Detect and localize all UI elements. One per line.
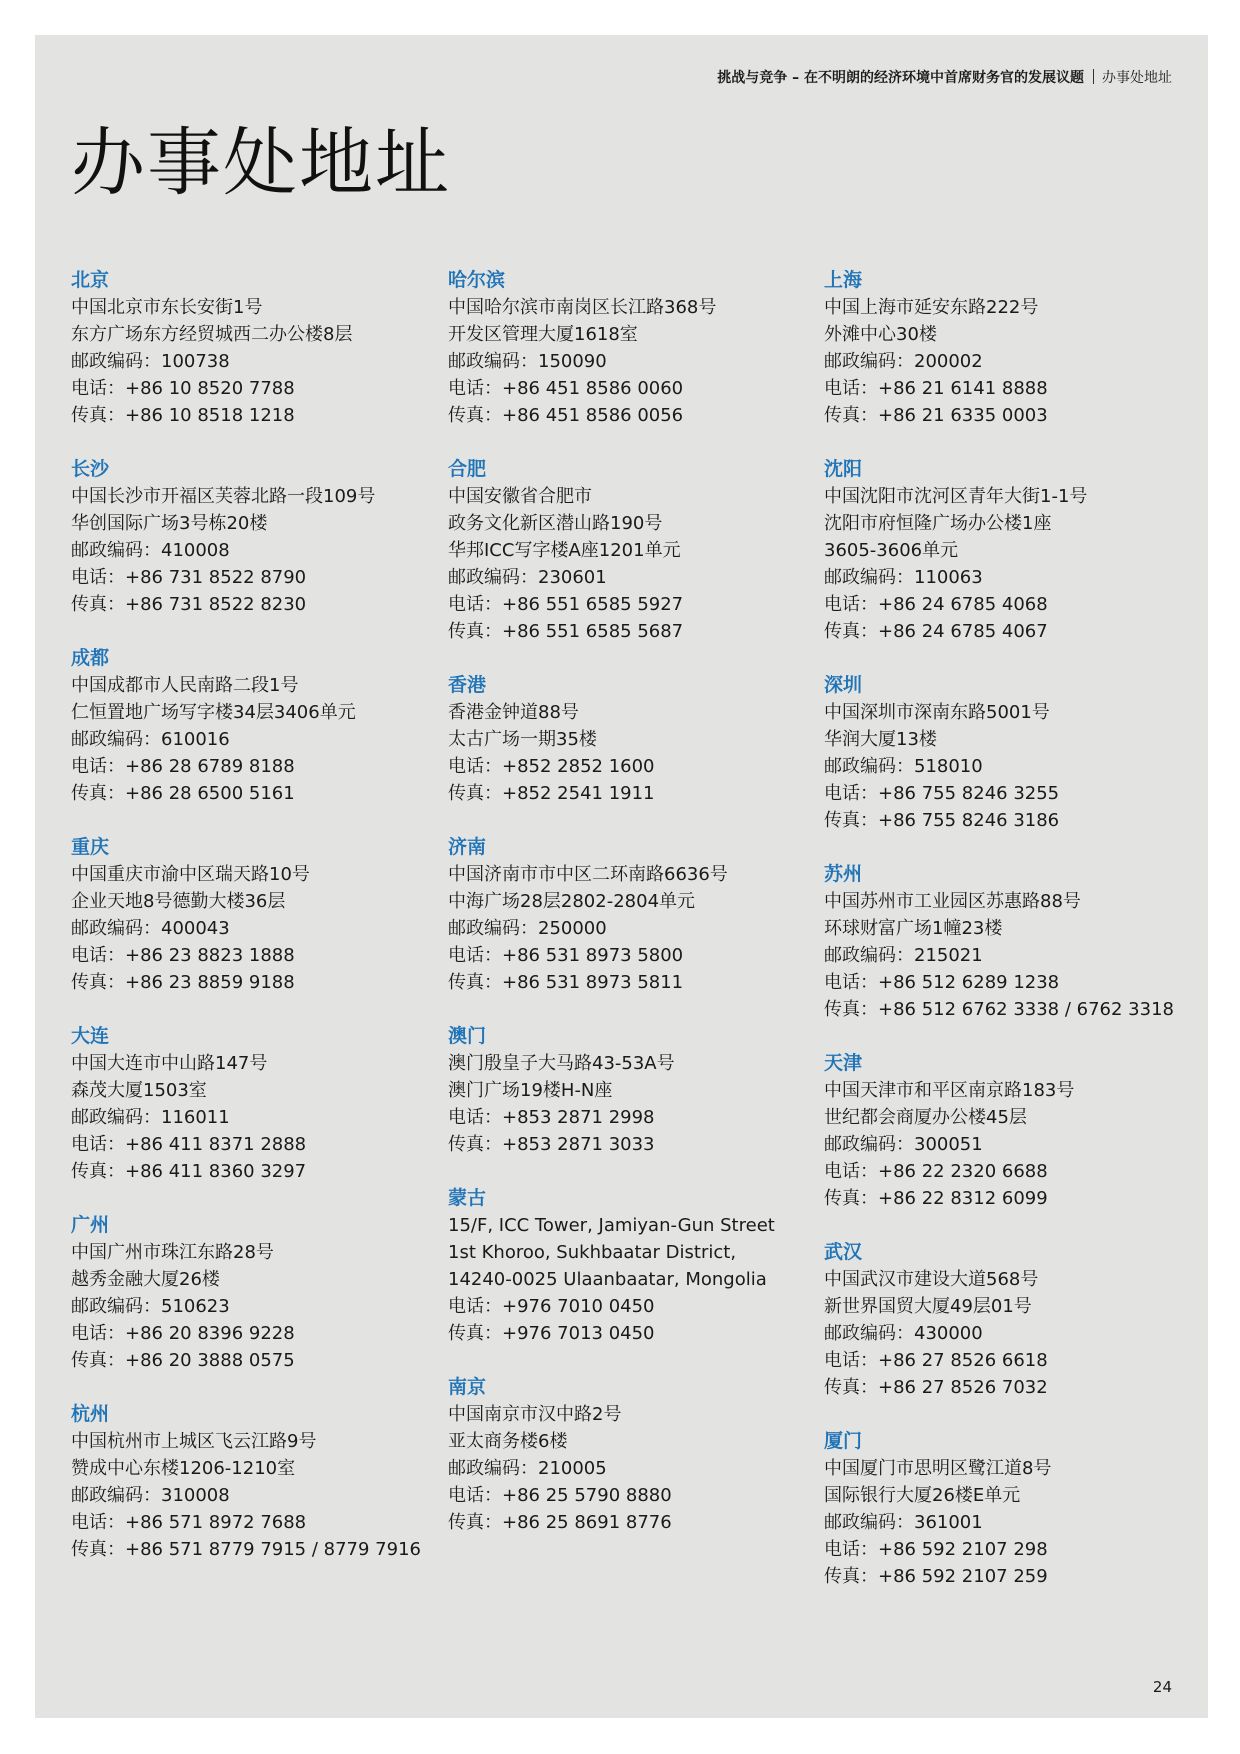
office-address-line: 电话：+86 20 8396 9228 bbox=[71, 1323, 295, 1344]
office-address-line: 3605-3606单元 bbox=[824, 540, 959, 561]
office-address-line: 中国深圳市深南东路5001号 bbox=[824, 702, 1050, 723]
office-city: 杭州 bbox=[71, 1403, 110, 1425]
office-address-line: 中国大连市中山路147号 bbox=[71, 1053, 268, 1074]
office-city: 成都 bbox=[71, 647, 110, 669]
office-block bbox=[448, 1374, 788, 1536]
office-block bbox=[824, 1239, 1164, 1401]
office-address-line: 中国长沙市开福区芙蓉北路一段109号 bbox=[71, 486, 376, 507]
office-address-line: 中国安徽省合肥市 bbox=[448, 486, 592, 507]
office-address-line: 中国北京市东长安街1号 bbox=[71, 297, 263, 318]
office-column-3 bbox=[824, 267, 1174, 1617]
office-city: 天津 bbox=[824, 1052, 863, 1074]
office-address-line: 澳门广场19楼H-N座 bbox=[448, 1080, 613, 1101]
office-city: 厦门 bbox=[824, 1430, 863, 1452]
office-address-line: 中国济南市市中区二环南路6636号 bbox=[448, 864, 728, 885]
office-column-1 bbox=[71, 267, 421, 1590]
office-address-line: 电话：+976 7010 0450 bbox=[448, 1296, 655, 1317]
office-address-line: 香港金钟道88号 bbox=[448, 702, 579, 723]
office-block bbox=[71, 1212, 411, 1374]
office-block bbox=[824, 672, 1164, 834]
page-number: 24 bbox=[1152, 1678, 1172, 1696]
office-address-line: 中国武汉市建设大道568号 bbox=[824, 1269, 1039, 1290]
office-address-line: 邮政编码：410008 bbox=[71, 540, 230, 561]
office-address-line: 传真：+86 24 6785 4067 bbox=[824, 621, 1048, 642]
office-address-line: 传真：+86 20 3888 0575 bbox=[71, 1350, 295, 1371]
office-city: 济南 bbox=[448, 836, 487, 858]
office-address-line: 国际银行大厦26楼E单元 bbox=[824, 1485, 1021, 1506]
office-block bbox=[448, 834, 788, 996]
office-address-line: 新世界国贸大厦49层01号 bbox=[824, 1296, 1032, 1317]
office-address-line: 传真：+86 27 8526 7032 bbox=[824, 1377, 1048, 1398]
office-address-line: 15/F, ICC Tower, Jamiyan-Gun Street bbox=[448, 1215, 775, 1236]
office-address-line: 传真：+86 28 6500 5161 bbox=[71, 783, 295, 804]
office-block bbox=[824, 456, 1164, 645]
office-address-line: 传真：+86 25 8691 8776 bbox=[448, 1512, 672, 1533]
office-address-line: 环球财富广场1幢23楼 bbox=[824, 918, 1003, 939]
office-address-line: 电话：+86 411 8371 2888 bbox=[71, 1134, 307, 1155]
page-panel bbox=[35, 35, 1208, 1718]
office-address-line: 中国哈尔滨市南岗区长江路368号 bbox=[448, 297, 717, 318]
office-city: 北京 bbox=[71, 269, 110, 291]
office-address-line: 传真：+86 551 6585 5687 bbox=[448, 621, 684, 642]
office-city: 深圳 bbox=[824, 674, 863, 696]
office-address-line: 企业天地8号德勤大楼36层 bbox=[71, 891, 286, 912]
office-address-line: 电话：+86 24 6785 4068 bbox=[824, 594, 1048, 615]
office-block bbox=[824, 267, 1164, 429]
office-address-line: 电话：+86 592 2107 298 bbox=[824, 1539, 1048, 1560]
office-address-line: 电话：+86 731 8522 8790 bbox=[71, 567, 307, 588]
office-address-line: 邮政编码：200002 bbox=[824, 351, 983, 372]
office-address-line: 华润大厦13楼 bbox=[824, 729, 937, 750]
office-address-line: 传真：+86 512 6762 3338 / 6762 3318 bbox=[824, 999, 1174, 1020]
office-address-line: 电话：+86 25 5790 8880 bbox=[448, 1485, 672, 1506]
office-address-line: 传真：+86 10 8518 1218 bbox=[71, 405, 295, 426]
office-address-line: 邮政编码：150090 bbox=[448, 351, 607, 372]
office-address-line: 中国厦门市思明区鹭江道8号 bbox=[824, 1458, 1052, 1479]
office-address-line: 邮政编码：230601 bbox=[448, 567, 607, 588]
office-address-line: 传真：+86 531 8973 5811 bbox=[448, 972, 684, 993]
office-address-line: 华创国际广场3号栋20楼 bbox=[71, 513, 268, 534]
office-address-line: 传真：+86 592 2107 259 bbox=[824, 1566, 1048, 1587]
office-city: 苏州 bbox=[824, 863, 863, 885]
office-address-line: 仁恒置地广场写字楼34层3406单元 bbox=[71, 702, 356, 723]
office-address-line: 邮政编码：110063 bbox=[824, 567, 983, 588]
office-city: 哈尔滨 bbox=[448, 269, 506, 291]
office-city: 广州 bbox=[71, 1214, 110, 1236]
office-block bbox=[448, 267, 788, 429]
office-address-line: 邮政编码：518010 bbox=[824, 756, 983, 777]
office-address-line: 电话：+853 2871 2998 bbox=[448, 1107, 655, 1128]
office-address-line: 邮政编码：210005 bbox=[448, 1458, 607, 1479]
office-address-line: 开发区管理大厦1618室 bbox=[448, 324, 638, 345]
office-address-line: 邮政编码：116011 bbox=[71, 1107, 230, 1128]
office-address-line: 邮政编码：430000 bbox=[824, 1323, 983, 1344]
office-city: 南京 bbox=[448, 1376, 487, 1398]
office-address-line: 东方广场东方经贸城西二办公楼8层 bbox=[71, 324, 353, 345]
office-city: 长沙 bbox=[71, 458, 110, 480]
office-address-line: 传真：+86 22 8312 6099 bbox=[824, 1188, 1048, 1209]
office-address-line: 邮政编码：300051 bbox=[824, 1134, 983, 1155]
office-address-line: 亚太商务楼6楼 bbox=[448, 1431, 568, 1452]
office-address-line: 邮政编码：361001 bbox=[824, 1512, 983, 1533]
office-address-line: 电话：+86 755 8246 3255 bbox=[824, 783, 1060, 804]
office-address-line: 电话：+86 531 8973 5800 bbox=[448, 945, 684, 966]
office-address-line: 中国重庆市渝中区瑞天路10号 bbox=[71, 864, 310, 885]
office-address-line: 电话：+86 10 8520 7788 bbox=[71, 378, 295, 399]
office-city: 香港 bbox=[448, 674, 487, 696]
office-address-line: 14240-0025 Ulaanbaatar, Mongolia bbox=[448, 1269, 767, 1290]
office-address-line: 华邦ICC写字楼A座1201单元 bbox=[448, 540, 681, 561]
office-address-line: 传真：+86 451 8586 0056 bbox=[448, 405, 684, 426]
office-address-line: 邮政编码：215021 bbox=[824, 945, 983, 966]
office-city: 沈阳 bbox=[824, 458, 863, 480]
office-block bbox=[71, 834, 411, 996]
office-address-line: 中海广场28层2802-2804单元 bbox=[448, 891, 696, 912]
office-address-line: 传真：+86 23 8859 9188 bbox=[71, 972, 295, 993]
office-address-line: 太古广场一期35楼 bbox=[448, 729, 597, 750]
office-address-line: 电话：+86 512 6289 1238 bbox=[824, 972, 1060, 993]
office-address-line: 邮政编码：250000 bbox=[448, 918, 607, 939]
office-address-line: 中国杭州市上城区飞云江路9号 bbox=[71, 1431, 317, 1452]
office-address-line: 政务文化新区潜山路190号 bbox=[448, 513, 663, 534]
page-title: 办事处地址 bbox=[71, 120, 451, 206]
office-address-line: 中国苏州市工业园区苏惠路88号 bbox=[824, 891, 1081, 912]
office-column-2 bbox=[448, 267, 788, 1563]
office-address-line: 森茂大厦1503室 bbox=[71, 1080, 207, 1101]
office-address-line: 传真：+86 21 6335 0003 bbox=[824, 405, 1048, 426]
header-section: 办事处地址 bbox=[1102, 70, 1172, 86]
office-address-line: 中国广州市珠江东路28号 bbox=[71, 1242, 274, 1263]
office-city: 蒙古 bbox=[448, 1187, 487, 1209]
office-block bbox=[824, 1050, 1164, 1212]
office-address-line: 越秀金融大厦26楼 bbox=[71, 1269, 220, 1290]
office-block bbox=[448, 456, 788, 645]
office-city: 合肥 bbox=[448, 458, 487, 480]
office-block bbox=[71, 1401, 421, 1563]
office-address-line: 电话：+86 23 8823 1888 bbox=[71, 945, 295, 966]
office-address-line: 传真：+86 755 8246 3186 bbox=[824, 810, 1060, 831]
office-address-line: 赞成中心东楼1206-1210室 bbox=[71, 1458, 296, 1479]
office-address-line: 中国上海市延安东路222号 bbox=[824, 297, 1039, 318]
office-address-line: 邮政编码：310008 bbox=[71, 1485, 230, 1506]
office-address-line: 邮政编码：100738 bbox=[71, 351, 230, 372]
office-address-line: 传真：+86 571 8779 7915 / 8779 7916 bbox=[71, 1539, 421, 1560]
office-address-line: 传真：+86 731 8522 8230 bbox=[71, 594, 307, 615]
office-address-line: 电话：+86 551 6585 5927 bbox=[448, 594, 684, 615]
office-block bbox=[824, 861, 1174, 1023]
office-address-line: 传真：+976 7013 0450 bbox=[448, 1323, 655, 1344]
office-address-line: 中国成都市人民南路二段1号 bbox=[71, 675, 299, 696]
office-address-line: 邮政编码：610016 bbox=[71, 729, 230, 750]
office-address-line: 中国南京市汉中路2号 bbox=[448, 1404, 622, 1425]
office-city: 上海 bbox=[824, 269, 863, 291]
office-address-line: 传真：+86 411 8360 3297 bbox=[71, 1161, 307, 1182]
office-address-line: 1st Khoroo, Sukhbaatar District, bbox=[448, 1242, 737, 1263]
office-block bbox=[824, 1428, 1164, 1590]
office-address-line: 中国天津市和平区南京路183号 bbox=[824, 1080, 1075, 1101]
office-address-line: 电话：+86 27 8526 6618 bbox=[824, 1350, 1048, 1371]
office-address-line: 电话：+86 28 6789 8188 bbox=[71, 756, 295, 777]
office-address-line: 传真：+853 2871 3033 bbox=[448, 1134, 655, 1155]
office-address-line: 世纪都会商厦办公楼45层 bbox=[824, 1107, 1027, 1128]
office-address-line: 电话：+86 21 6141 8888 bbox=[824, 378, 1048, 399]
office-address-line: 邮政编码：510623 bbox=[71, 1296, 230, 1317]
office-city: 大连 bbox=[71, 1025, 110, 1047]
office-address-line: 中国沈阳市沈河区青年大街1-1号 bbox=[824, 486, 1088, 507]
office-address-line: 电话：+86 451 8586 0060 bbox=[448, 378, 684, 399]
office-address-line: 外滩中心30楼 bbox=[824, 324, 937, 345]
office-block bbox=[448, 1185, 788, 1347]
office-block bbox=[71, 1023, 411, 1185]
header-divider bbox=[1093, 69, 1094, 84]
office-address-line: 传真：+852 2541 1911 bbox=[448, 783, 655, 804]
office-block bbox=[448, 672, 788, 807]
office-address-line: 电话：+852 2852 1600 bbox=[448, 756, 655, 777]
office-block bbox=[71, 456, 411, 618]
office-block bbox=[448, 1023, 788, 1158]
office-block bbox=[71, 267, 411, 429]
header-title: 挑战与竞争 – 在不明朗的经济环境中首席财务官的发展议题 bbox=[717, 70, 1084, 86]
running-header bbox=[717, 69, 1172, 87]
office-address-line: 电话：+86 22 2320 6688 bbox=[824, 1161, 1048, 1182]
office-address-line: 沈阳市府恒隆广场办公楼1座 bbox=[824, 513, 1052, 534]
office-city: 重庆 bbox=[71, 836, 110, 858]
office-address-line: 澳门殷皇子大马路43-53A号 bbox=[448, 1053, 675, 1074]
office-block bbox=[71, 645, 411, 807]
office-address-line: 电话：+86 571 8972 7688 bbox=[71, 1512, 307, 1533]
office-city: 澳门 bbox=[448, 1025, 487, 1047]
office-address-line: 邮政编码：400043 bbox=[71, 918, 230, 939]
office-city: 武汉 bbox=[824, 1241, 863, 1263]
